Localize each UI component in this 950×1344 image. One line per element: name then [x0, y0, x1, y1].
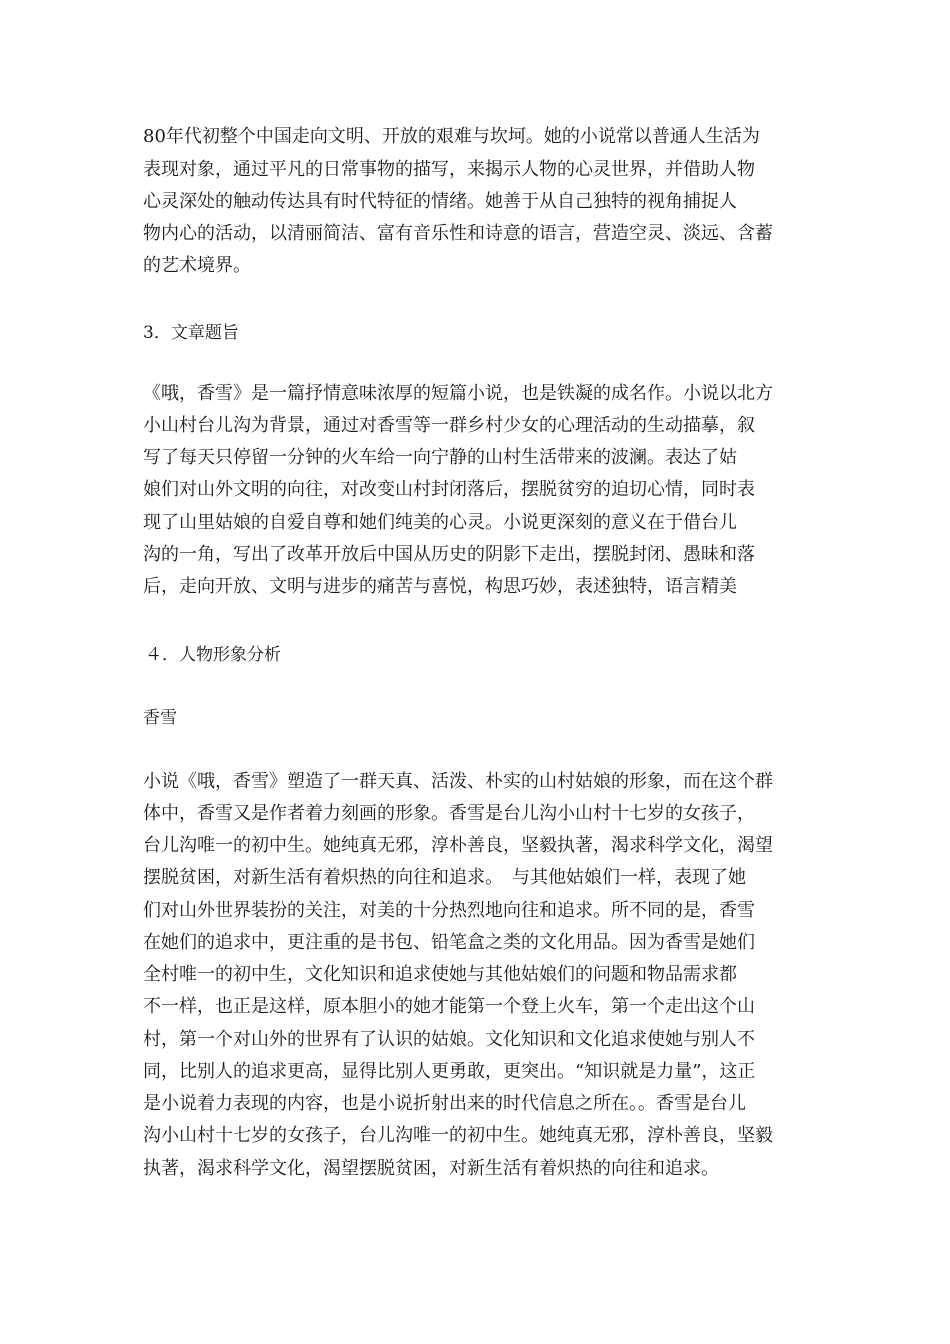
text-line: 表现对象，通过平凡的日常事物的描写，来揭示人物的心灵世界，并借助人物: [143, 159, 755, 180]
text-line: 体中，香雪又是作者着力刻画的形象。香雪是台儿沟小山村十七岁的女孩子，: [143, 803, 755, 824]
text-line: 沟小山村十七岁的女孩子，台儿沟唯一的初中生。她纯真无邪，淳朴善良，坚毅: [143, 1125, 773, 1146]
text-line: 是小说着力表现的内容，也是小说折射出来的时代信息之所在。。香雪是台儿: [143, 1093, 746, 1114]
text-line: 小说《哦，香雪》塑造了一群天真、活泼、朴实的山村姑娘的形象，而在这个群: [143, 771, 773, 792]
text-line: 摆脱贫困，对新生活有着炽热的向往和追求。 与其他姑娘们一样，表现了她: [143, 867, 746, 888]
text-line: 心灵深处的触动传达具有时代特征的情绪。她善于从自己独特的视角捕捉人: [143, 191, 737, 212]
text-line: 们对山外世界装扮的关注，对美的十分热烈地向往和追求。所不同的是，香雪: [143, 900, 755, 921]
section-heading-theme: 3．文章题旨: [143, 323, 239, 343]
text-line: 现了山里姑娘的自爱自尊和她们纯美的心灵。小说更深刻的意义在于借台儿: [143, 512, 737, 533]
text-line: 同，比别人的追求更高，显得比别人更勇敢，更突出。“知识就是力量”，这正: [143, 1061, 756, 1082]
text-line: 的艺术境界。: [143, 255, 251, 276]
text-line: 物内心的活动，以清丽简洁、富有音乐性和诗意的语言，营造空灵、淡远、含蓄: [143, 223, 773, 244]
text-line: 台儿沟唯一的初中生。她纯真无邪，淳朴善良，坚毅执著，渴求科学文化，渴望: [143, 835, 773, 856]
text-line: 沟的一角，写出了改革开放后中国从历史的阴影下走出，摆脱封闭、愚昧和落: [143, 544, 755, 565]
text-line: 《哦，香雪》是一篇抒情意味浓厚的短篇小说，也是铁凝的成名作。小说以北方: [143, 383, 773, 404]
text-line: 小山村台儿沟为背景，通过对香雪等一群乡村少女的心理活动的生动描摹，叙: [143, 415, 755, 436]
text-line: 80年代初整个中国走向文明、开放的艰难与坎坷。她的小说常以普通人生活为: [143, 126, 760, 147]
section-heading-character-analysis: ４．人物形象分析: [145, 645, 281, 665]
text-line: 娘们对山外文明的向往，对改变山村封闭落后，摆脱贫穷的迫切心情，同时表: [143, 479, 755, 500]
text-line: 后，走向开放、文明与进步的痛苦与喜悦，构思巧妙，表述独特，语言精美: [143, 576, 737, 597]
text-line: 写了每天只停留一分钟的火车给一向宁静的山村生活带来的波澜。表达了姑: [143, 447, 737, 468]
text-line: 不一样，也正是这样，原本胆小的她才能第一个登上火车，第一个走出这个山: [143, 996, 755, 1017]
subheading-character-name: 香雪: [143, 708, 177, 728]
text-line: 在她们的追求中，更注重的是书包、铅笔盒之类的文化用品。因为香雪是她们: [143, 932, 755, 953]
text-line: 执著，渴求科学文化，渴望摆脱贫困，对新生活有着炽热的向往和追求。: [143, 1158, 719, 1179]
text-line: 村，第一个对山外的世界有了认识的姑娘。文化知识和文化追求使她与别人不: [143, 1029, 755, 1050]
text-line: 全村唯一的初中生，文化知识和追求使她与其他姑娘们的问题和物品需求都: [143, 964, 737, 985]
